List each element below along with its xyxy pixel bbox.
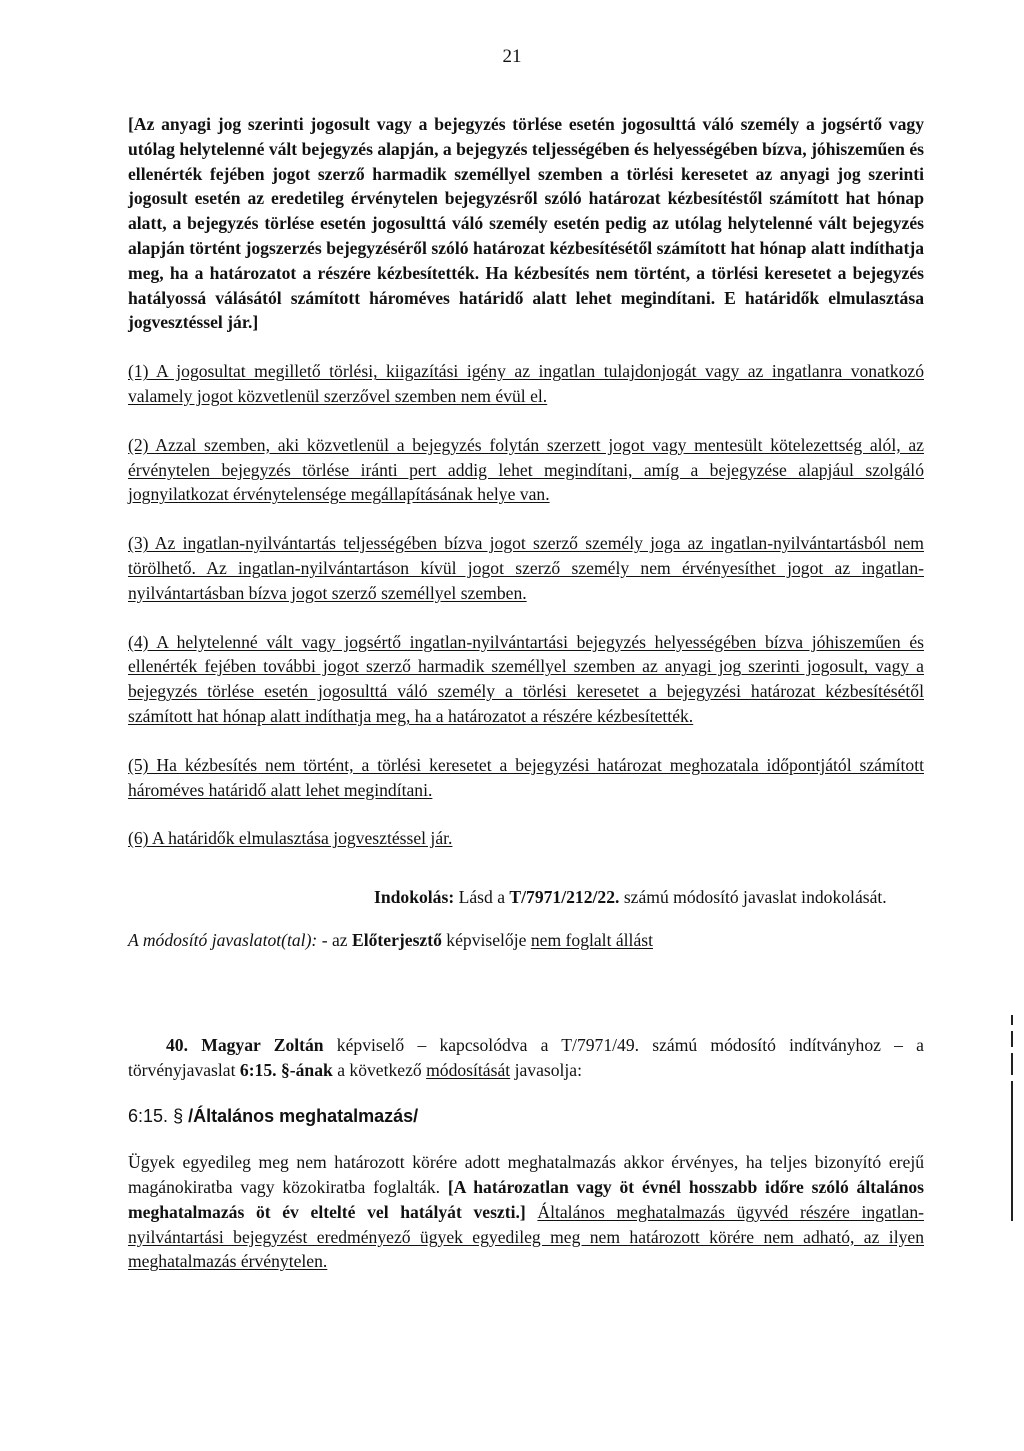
allaspont: nem foglalt állást — [530, 929, 653, 950]
item-40-text1: képviselő – kapcsolódva a T/7971/49. számú módosító indítványhoz – a törvényjavaslat — [128, 1034, 924, 1080]
javaslat-line — [128, 928, 924, 953]
bracket-paragraph: [Az anyagi jog szerinti jogosult vagy a bejegyzés törlése esetén jogosulttá váló személy a jogsértő vagy utólag helytelenné vált bejegyzés alapján, a bejegyzés teljességében és helyességében bízva, jóhiszeműen és ellenérték fejében jogot szerző harmadik személlyel szemben a törlési keresetet az anyagi jog szerinti jogosult esetén az eredetileg érvénytelen bejegyzésről szóló határozat kézbesítéstől számított hat hónap alatt, a bejegyzés törlése esetén jogosulttá váló személy esetén pedig az utólag helytelenné vált bejegyzés alapján történt jogszerzés bejegyzéséről szóló határozat kézbesítésétől számított hat hónap alatt indíthatja meg, ha a határozatot a részére kézbesítették. Ha kézbesítés nem történt, a törlési keresetet a bejegyzés hatályossá válásától számított hároméves határidő alatt lehet megindítani. E határidők elmulasztása jogvesztéssel jár.] — [128, 114, 924, 333]
indokolas-text-after: számú módosító javaslat indokolását. — [623, 887, 887, 908]
indokolas — [374, 885, 924, 910]
item-40-modositasat: módosítását — [426, 1059, 511, 1080]
paragraph-2: (2) Azzal szemben, aki közvetlenül a bejegyzés folytán szerzett jogot vagy mentesült kötelezettség alól, az érvénytelen bejegyzés törlése iránti pert addig lehet megindítani, amíg a bejegyzése alapjául szolgáló jognyilatkozat érvénytelensége megállapításának helye van. — [128, 434, 924, 505]
margin-bar — [1011, 1015, 1013, 1025]
javaslat-dash: - az — [321, 929, 348, 950]
item-40-text4: javasolja: — [514, 1059, 582, 1080]
item-40-number: 40. — [166, 1034, 188, 1055]
item-40-name: Magyar Zoltán — [201, 1034, 324, 1055]
item-40 — [128, 1033, 924, 1083]
heading-title: /Általános meghatalmazás/ — [188, 1106, 419, 1127]
paragraph-1: (1) A jogosultat megillető törlési, kiigazítási igény az ingatlan tulajdonjogát vagy az ingatlanra vonatkozó valamely jogot közvetlenül szerzővel szemben nem évül el. — [128, 361, 924, 406]
margin-bar — [1011, 1081, 1013, 1221]
indokolas-reference: T/7971/212/22. — [509, 887, 620, 908]
indokolas-label: Indokolás: — [374, 887, 455, 908]
final-underlined: Általános meghatalmazás ügyvéd részére ingatlan-nyilvántartási bejegyzést eredményező ügyek egyedileg meg nem határozott körére nem adható, az ilyen meghatalmazás érvénytelen. — [128, 1201, 924, 1272]
indokolas-text-before: Lásd a — [458, 887, 506, 908]
heading-number: 6:15. — [128, 1106, 169, 1127]
paragraph-5: (5) Ha kézbesítés nem történt, a törlési keresetet a bejegyzési határozat meghozatala időpontjától számított hároméves határidő alatt lehet megindítani. — [128, 754, 924, 800]
margin-change-bars — [1011, 1015, 1014, 1227]
item-40-section: 6:15. — [239, 1059, 277, 1080]
page-number: 21 — [502, 46, 522, 67]
paragraph-3: (3) Az ingatlan-nyilvántartás teljességében bízva jogot szerző személy joga az ingatlan-nyilvántartásból nem törölhető. Az ingatlan-nyilvántartáson kívül jogot szerző személy nem érvényesíthet jogot az ingatlan-nyilvántartásban bízva jogot szerző személlyel szemben. — [128, 533, 924, 603]
paragraph-6: (6) A határidők elmulasztása jogvesztéssel jár. — [128, 828, 453, 849]
margin-bar — [1011, 1053, 1013, 1075]
paragraph-4: (4) A helytelenné vált vagy jogsértő ingatlan-nyilvántartási bejegyzés helyességében bízva jóhiszeműen és ellenérték fejében további jogot szerző harmadik személlyel szemben az anyagi jog szerinti jogosult, vagy a bejegyzés törlése esetén jogosulttá váló személy a törlési keresetet a bejegyzési határozat kézbesítésétől számított hat hónap alatt indíthatja meg, ha a határozatot a részére kézbesítették. — [128, 631, 924, 726]
section-symbol: § — [173, 1106, 184, 1127]
eloterjeszto: Előterjesztő — [352, 929, 442, 950]
item-40-text2: §-ának — [280, 1059, 333, 1080]
final-paragraph — [128, 1150, 924, 1274]
kepviseloje: képviselője — [446, 929, 527, 950]
final-plain: Ügyek egyedileg meg nem határozott körére adott meghatalmazás akkor érvényes, ha teljes bizonyító erejű magánokiratba vagy közokiratba foglalták. — [128, 1152, 924, 1197]
javaslat-label: A módosító javaslatot(tal): — [128, 929, 318, 950]
item-40-text3: a következő — [337, 1059, 422, 1080]
margin-bar — [1011, 1031, 1013, 1047]
section-heading — [128, 1104, 924, 1129]
document-body — [128, 112, 924, 1274]
final-bold: [A határozatlan vagy öt évnél hosszabb időre szóló általános meghatalmazás öt év eltelté vel hatályát veszti.] — [128, 1176, 924, 1222]
